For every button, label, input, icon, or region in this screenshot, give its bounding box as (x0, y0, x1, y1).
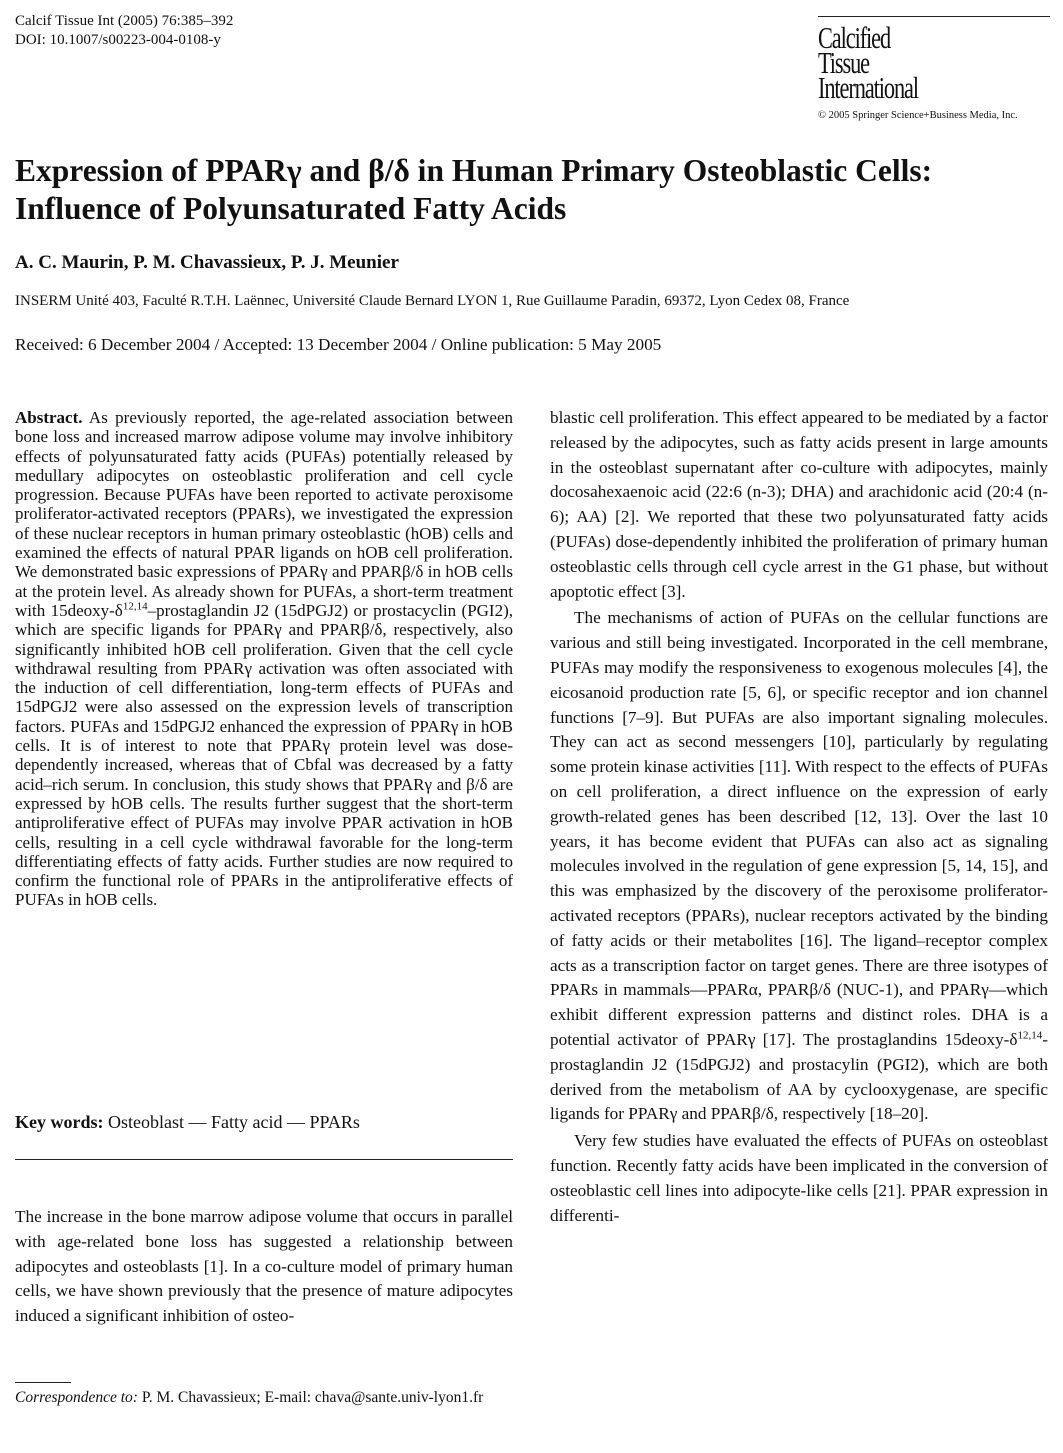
journal-citation (15, 12, 233, 50)
journal-line: Calcif Tissue Int (2005) 76:385–392 (15, 13, 234, 29)
journal-logo (818, 16, 1050, 121)
authors: A. C. Maurin, P. M. Chavassieux, P. J. Meunier (15, 252, 399, 273)
abstract-text-a: As previously reported, the age-related association between bone loss and increased marrow adipose volume may involve inhibitory effects of polyunsaturated fatty acids (PUFAs) potentially released by medullary adipocytes on osteoblastic proliferation and cell cycle progression. Because PUFAs have been reported to activate peroxisome proliferator-activated receptors (PPARs), we investigated the expression of these nuclear receptors in human primary osteoblastic (hOB) cells and examined the effects of natural PPAR ligands on hOB cell proliferation. We demonstrated basic expressions of PPARγ and PPARβ/δ in hOB cells at the protein level. As already shown for PUFAs, a short-term treatment with 15deoxy-δ (15, 408, 513, 620)
logo-line-3: International (818, 70, 919, 105)
footnote-divider (15, 1382, 71, 1383)
right-column (550, 406, 1048, 1228)
section-divider (15, 1159, 513, 1160)
keywords-label: Key words: (15, 1112, 104, 1132)
keywords-text: Osteoblast — Fatty acid — PPARs (103, 1112, 360, 1132)
right-paragraph-1: blastic cell proliferation. This effect appeared to be mediated by a factor released by the adipocytes, such as fatty acids present in large amounts in the osteoblast supernatant after co-culture with adipocytes, mainly docosahexaenoic acid (22:6 (n-3); DHA) and arachidonic acid (20:4 (n-6); AA) [2]. We reported that these two polyunsaturated fatty acids (PUFAs) dose-dependently inhibited the proliferation of primary human osteoblastic cells through cell cycle arrest in the G1 phase, but without apoptotic effect [3]. (550, 408, 1048, 601)
abstract-label: Abstract. (15, 408, 83, 427)
intro-left-column: The increase in the bone marrow adipose volume that occurs in parallel with age-related bone loss has suggested a relationship between adipocytes and osteoblasts [1]. In a co-culture model of primary human cells, we have shown previously that the presence of mature adipocytes induced a significant inhibition of osteo- (15, 1207, 513, 1326)
logo-line-2: Tissue (818, 45, 870, 80)
abstract-superscript: 12,14 (122, 600, 148, 613)
right-paragraph-2-a: The mechanisms of action of PUFAs on the cellular functions are various and still being investigated. Incorporated in the cell membrane, PUFAs may modify the responsiveness to exogenous molecules [4], the eicosanoid production rate [5, 6], or specific receptor and ion channel functions [7–9]. But PUFAs are also important signaling molecules. They can act as second messengers [10], particularly by regulating some protein kinase activities [11]. With respect to the effects of PUFAs on cell proliferation, a direct influence on the expression of early growth-related genes has been described [12, 13]. Over the last 10 years, it has become evident that PUFAs can also act as signaling molecules involved in the regulation of gene expression [5, 14, 15], and this was emphasized by the discovery of the peroxisome proliferator-activated receptors (PPARs), nuclear receptors activated by the binding of fatty acids or their metabolites [16]. The ligand–receptor complex acts as a transcription factor on target genes. There are three isotypes of PPARs in mammals—PPARα, PPARβ/δ (NUC-1), and PPARγ—which exhibit different expression patterns and distinct roles. DHA is a potential activator of PPARγ [17]. The prostaglandins 15deoxy-δ (550, 608, 1048, 1049)
footnote-text: P. M. Chavassieux; E-mail: chava@sante.univ-lyon1.fr (137, 1389, 484, 1406)
doi: DOI: 10.1007/s00223-004-0108-y (15, 32, 221, 48)
abstract-text-b: –prostaglandin J2 (15dPGJ2) or prostacyclin (PGI2), which are specific ligands for PPARγ and PPARβ/δ, respectively, also significantly inhibited hOB cell proliferation. Given that the cell cycle withdrawal resulting from PPARγ activation was often associated with the induction of cell differentiation, long-term effects of PUFAs and 15dPGJ2 were also assessed on the expression levels of transcription factors. PUFAs and 15dPGJ2 enhanced the expression of PPARγ in hOB cells. It is of interest to note that PPARγ protein level was dose-dependently increased, whereas that of Cbfal was decreased by a fatty acid–rich serum. In conclusion, this study shows that PPARγ and β/δ are expressed by hOB cells. The results further suggest that the short-term antiproliferative effect of PUFAs may involve PPAR activation in hOB cells, resulting in a cell cycle withdrawal favorable for the long-term differentiating effects of fatty acids. Further studies are now required to confirm the functional role of PPARs in the antiproliferative effects of PUFAs in hOB cells. (15, 600, 513, 910)
right-paragraph-2-b: -prostaglandin J2 (15dPGJ2) and prostacylin (PGI2), which are both derived from the metabolism of AA by cyclooxygenase, are specific ligands for PPARγ and PPARβ/δ, respectively [18–20]. (550, 1029, 1048, 1124)
logo-copyright: © 2005 Springer Science+Business Media, Inc. (818, 110, 1018, 121)
correspondence-footnote (15, 1388, 513, 1407)
right-paragraph-2 (550, 606, 1048, 1127)
logo-line-1: Calcified (818, 20, 891, 55)
paper-title: Expression of PPARγ and β/δ in Human Primary Osteoblastic Cells: Influence of Polyunsaturated Fatty Acids (15, 153, 933, 226)
footnote-label: Correspondence to: (15, 1389, 138, 1406)
abstract (15, 408, 513, 910)
keywords (15, 1112, 360, 1133)
right-paragraph-2-superscript: 12,14 (1017, 1029, 1043, 1042)
right-paragraph-3: Very few studies have evaluated the effects of PUFAs on osteoblast function. Recently fatty acids have been implicated in the conversion of osteoblastic cell lines into adipocyte-like cells [21]. PPAR expression in differenti- (550, 1131, 1048, 1225)
affiliation: INSERM Unité 403, Faculté R.T.H. Laënnec, Université Claude Bernard LYON 1, Rue Guillaume Paradin, 69372, Lyon Cedex 08, France (15, 293, 850, 309)
received-dates: Received: 6 December 2004 / Accepted: 13 December 2004 / Online publication: 5 May 2005 (15, 335, 662, 354)
